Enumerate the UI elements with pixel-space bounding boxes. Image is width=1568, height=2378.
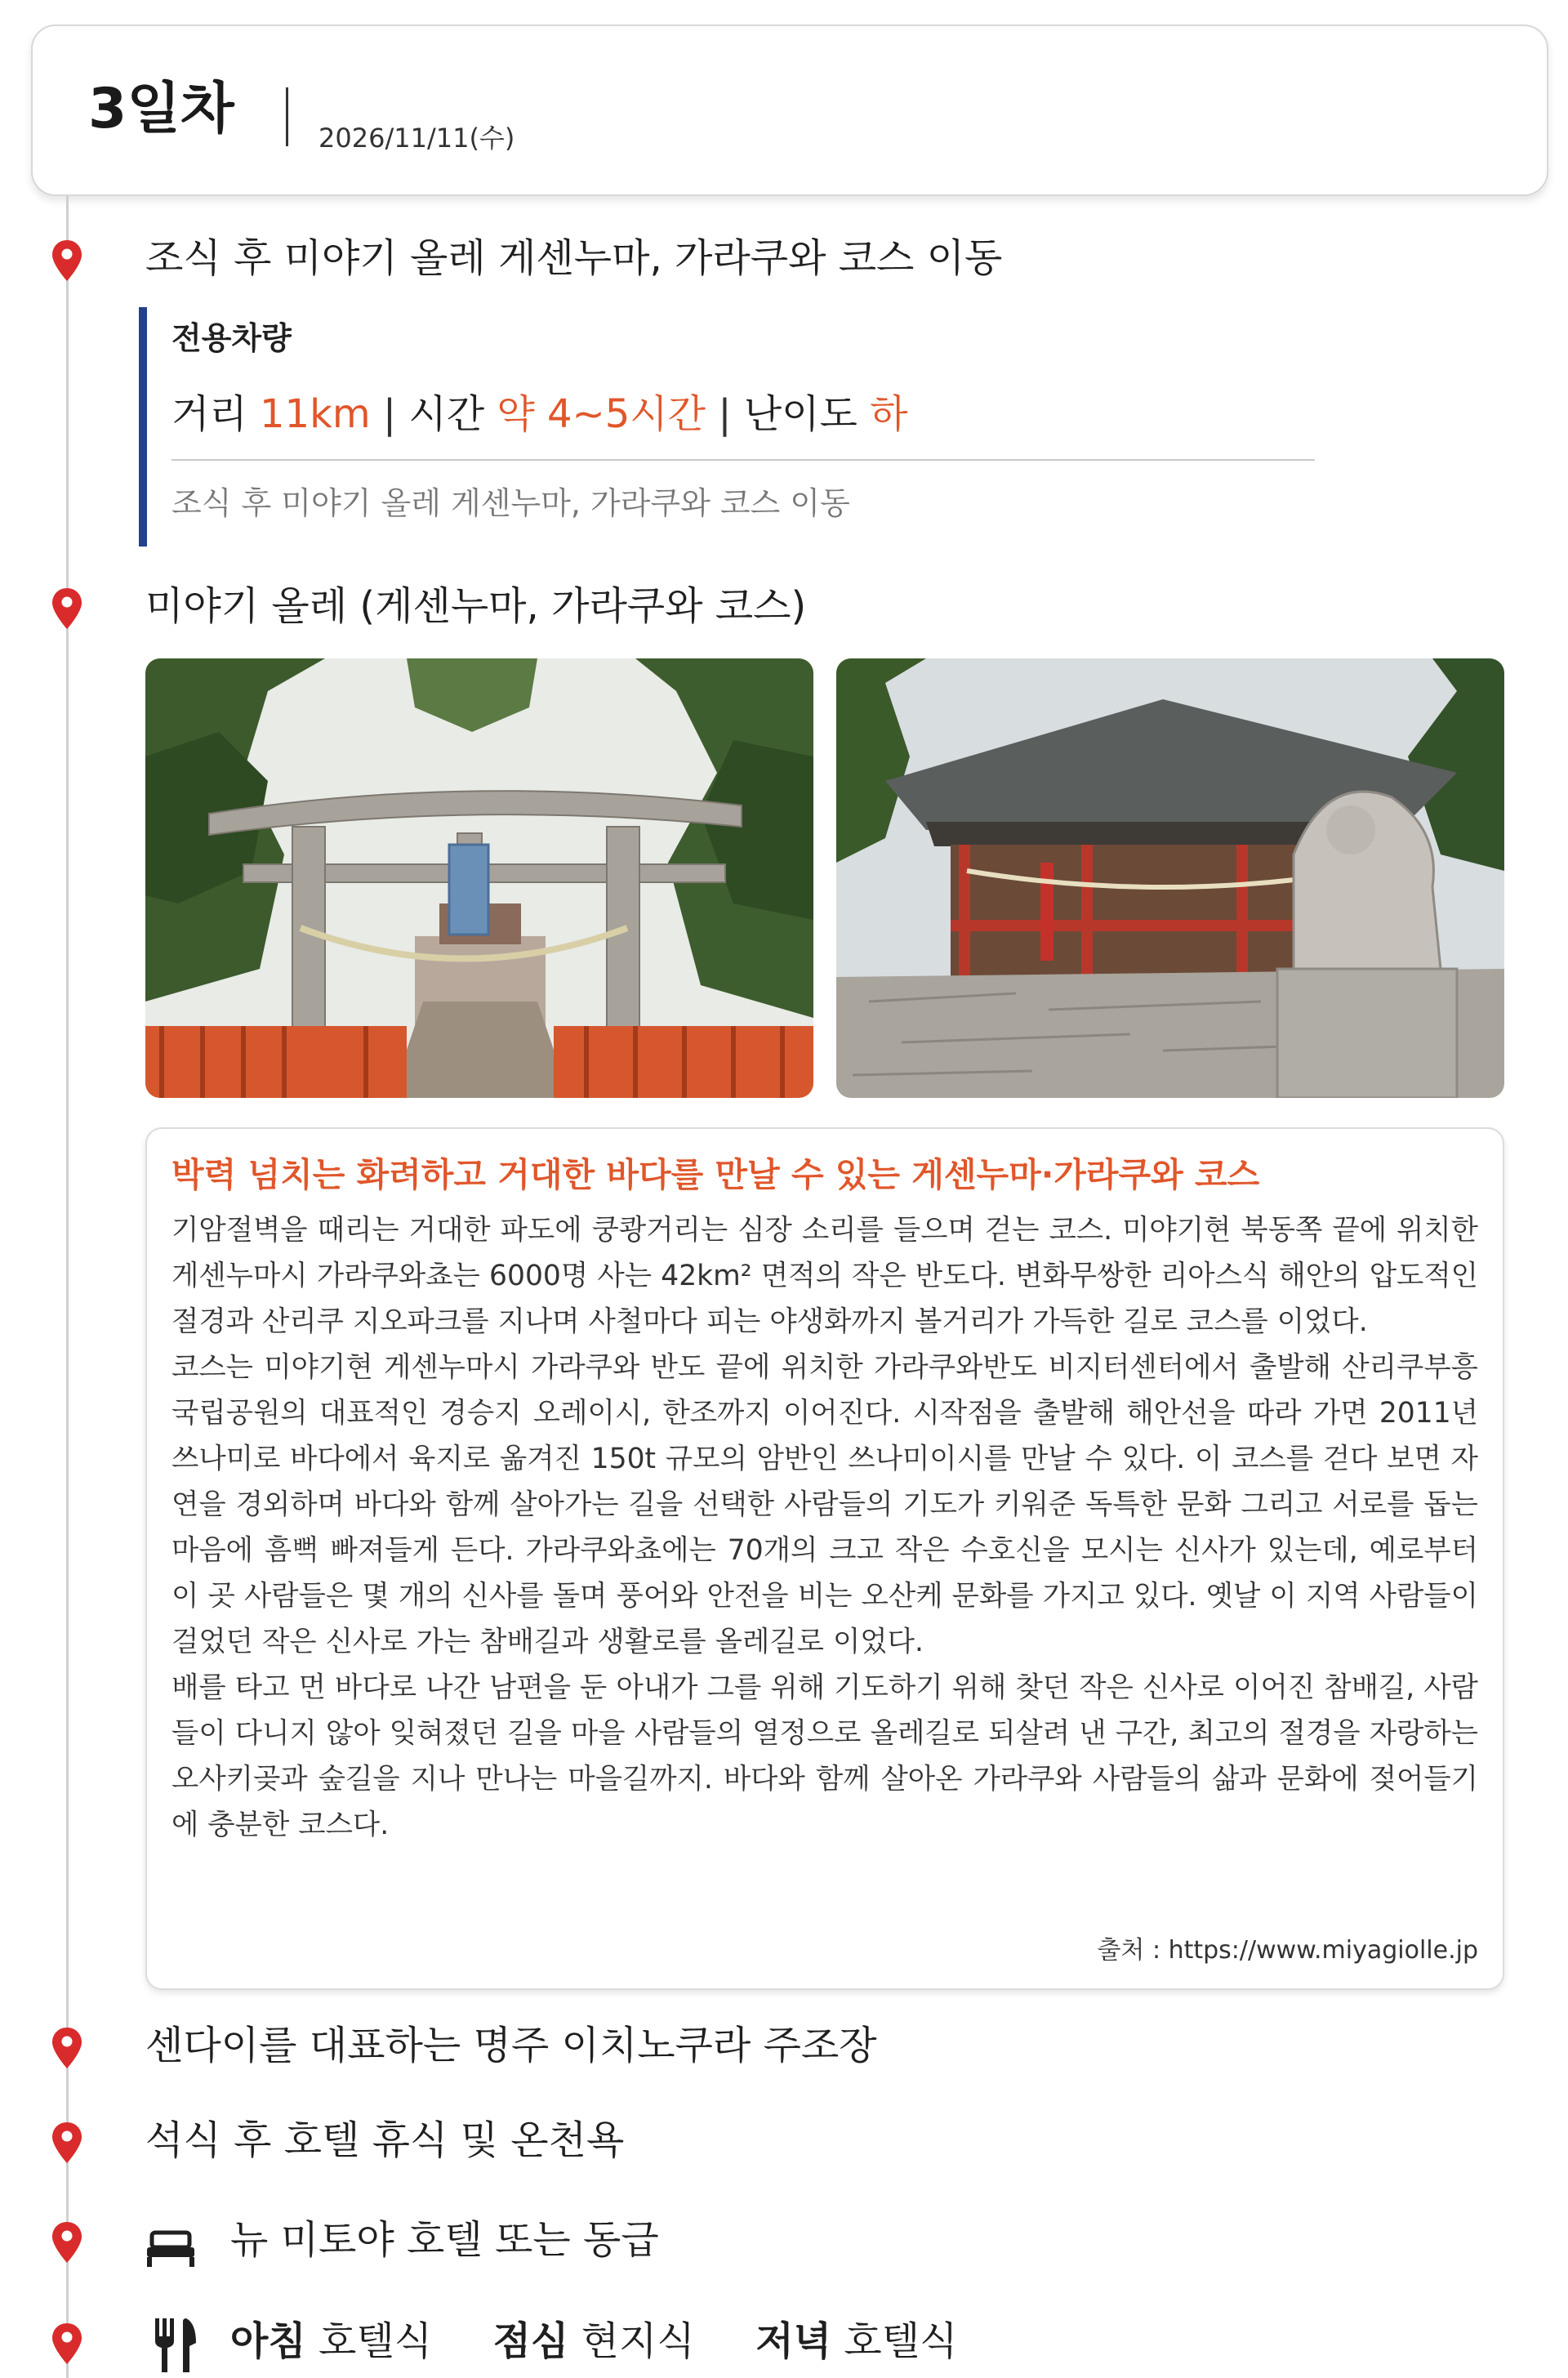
lunch-value: 현지식 <box>581 2318 695 2364</box>
meals-info <box>230 2316 957 2367</box>
location-pin-icon <box>51 2121 83 2165</box>
course-description <box>172 1207 1478 1848</box>
torii-gate-photo <box>145 658 813 1098</box>
dinner-label: 저녁 <box>755 2318 832 2364</box>
trip-divider <box>172 459 1315 461</box>
course-description-box <box>145 1127 1504 1990</box>
fork-knife-icon <box>152 2318 198 2372</box>
schedule-item-title: 석식 후 호텔 휴식 및 온천욕 <box>145 2117 625 2163</box>
course-heading: 박력 넘치는 화려하고 거대한 바다를 만날 수 있는 게센누마·가라쿠와 코스 <box>172 1155 1260 1194</box>
transport-accent-bar <box>139 307 147 547</box>
location-pin-icon <box>51 2026 83 2070</box>
time-label: 시간 <box>408 391 485 437</box>
distance-label: 거리 <box>172 391 247 437</box>
breakfast-value: 호텔식 <box>318 2318 433 2364</box>
trip-info: 거리 11km | 시간 약 4~5시간 | 난이도 하 <box>172 391 908 437</box>
schedule-item-title: 센다이를 대표하는 명주 이치노쿠라 주조장 <box>145 2023 877 2068</box>
description-paragraph: 배를 타고 먼 바다로 나간 남편을 둔 아내가 그를 위해 기도하기 위해 찾던 작은 신사로 이어진 참배길, 사람들이 다니지 않아 잊혀졌던 길을 마을 사람들의 열정으로 올레길로 되살려 낸 구간, 최고의 절경을 자랑하는 오사키곶과 숲길을 지나 만나는 마을길까지. 바다와 함께 살아온 가라쿠와 사람들의 삶과 문화에 젖어들기에 충분한 코스다. <box>172 1671 1478 1841</box>
source-credit: 출처 : https://www.miyagiolle.jp <box>1097 1936 1478 1965</box>
location-pin-icon <box>51 587 83 631</box>
header-divider <box>286 87 288 146</box>
day-header-card <box>31 25 1548 196</box>
day-date: 2026/11/11(수) <box>318 123 515 154</box>
dinner-value: 호텔식 <box>844 2318 958 2364</box>
vehicle-label: 전용차량 <box>172 320 292 356</box>
location-pin-icon <box>51 2322 83 2366</box>
day-title: 3일차 <box>88 77 234 141</box>
distance-value: 11km <box>260 391 371 437</box>
bed-icon <box>145 2228 196 2269</box>
transport-description: 조식 후 미야기 올레 게센누마, 가라쿠와 코스 이동 <box>172 485 850 521</box>
schedule-item-title: 조식 후 미야기 올레 게센누마, 가라쿠와 코스 이동 <box>145 235 1003 281</box>
difficulty-value: 하 <box>870 391 908 437</box>
difficulty-label: 난이도 <box>743 391 858 437</box>
location-pin-icon <box>51 2220 83 2264</box>
location-pin-icon <box>51 239 83 283</box>
description-paragraph: 코스는 미야기현 게센누마시 가라쿠와 반도 끝에 위치한 가라쿠와반도 비지터센터에서 출발해 산리쿠부흥국립공원의 대표적인 경승지 오레이시, 한조까지 이어진다. 시작점을 출발해 해안선을 따라 가면 2011년 쓰나미로 바다에서 육지로 옮겨진 150t 규모의 암반인 쓰나미이시를 만날 수 있다. 이 코스를 걷다 보면 자연을 경외하며 바다와 함께 살아가는 길을 선택한 사람들의 기도가 키워준 독특한 문화 그리고 서로를 돕는 마음에 흠뻑 빠져들게 든다. 가라쿠와쵸에는 70개의 크고 작은 수호신을 모시는 신사가 있는데, 예로부터 이 곳 사람들은 몇 개의 신사를 돌며 풍어와 안전을 비는 오산케 문화를 가지고 있다. 옛날 이 지역 사람들이 걸었던 작은 신사로 가는 참배길과 생활로를 올레길로 이었다. <box>172 1351 1478 1658</box>
shrine-photo <box>836 658 1504 1098</box>
description-paragraph: 기암절벽을 때리는 거대한 파도에 쿵쾅거리는 심장 소리를 들으며 걷는 코스. 미야기현 북동쪽 끝에 위치한 게센누마시 가라쿠와쵸는 6000명 사는 42km² 면적의 작은 반도다. 변화무쌍한 리아스식 해안의 압도적인 절경과 산리쿠 지오파크를 지나며 사철마다 피는 야생화까지 볼거리가 가득한 길로 코스를 이었다. <box>172 1214 1478 1338</box>
transport-info <box>139 307 1315 547</box>
lunch-label: 점심 <box>492 2318 569 2364</box>
time-value: 약 4~5시간 <box>497 391 706 437</box>
hotel-name: 뉴 미토야 호텔 또는 동급 <box>230 2217 659 2263</box>
schedule-item-title: 미야기 올레 (게센누마, 가라쿠와 코스) <box>145 583 807 629</box>
breakfast-label: 아침 <box>230 2318 306 2364</box>
